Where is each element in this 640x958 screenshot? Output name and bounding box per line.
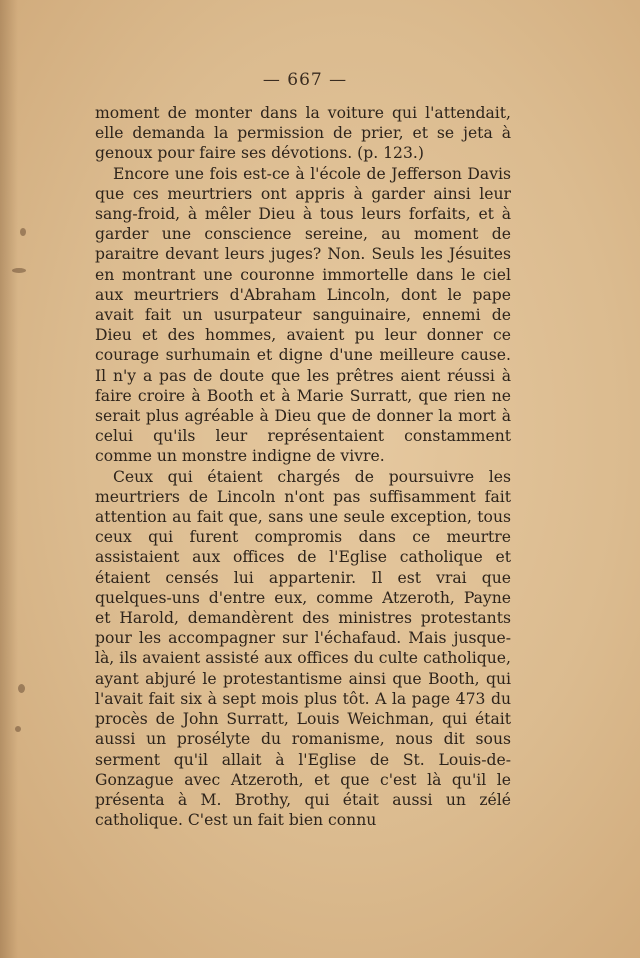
binding-shadow — [0, 0, 18, 958]
foxing-spot — [12, 268, 26, 273]
paragraph-2: Encore une fois est-ce à l'école de Jefferson Davis que ces meurtriers ont appris à garder ainsi leur sang-froid, à mêler Dieu à tous leurs forfaits, et à garder une conscience sereine, au moment de paraitre devant leurs juges? Non. Seuls les Jésuites en montrant une couronne immortelle dans le ciel aux meurtriers d'Abraham Lincoln, dont le pape avait fait un usurpateur sanguinaire, ennemi de Dieu et des hommes, avaient pu leur donner ce courage surhumain et digne d'une meilleure cause. Il n'y a pas de doute que les prêtres aient réussi à faire croire à Booth et à Marie Surratt, que rien ne serait plus agréable à Dieu que de donner la mort à celui qu'ils leur représentaient constamment comme un monstre indigne de vivre. — [95, 164, 511, 466]
foxing-spot — [15, 726, 21, 732]
foxing-spot — [20, 228, 26, 236]
page-number: — 667 — — [262, 70, 348, 90]
paragraph-3: Ceux qui étaient chargés de poursuivre les meurtriers de Lincoln n'ont pas suffisamment fait attention au fait que, sans une seule exception, tous ceux qui furent compromis dans ce meurtre assistaient aux offices de l'Eglise catholique et étaient censés lui appartenir. Il est vrai que quelques-uns d'entre eux, comme Atzeroth, Payne et Harold, demandèrent des ministres protestants pour les accompagner sur l'échafaud. Mais jusque-là, ils avaient assisté aux offices du culte catholique, ayant abjuré le protestantisme ainsi que Booth, qui l'avait fait six à sept mois plus tôt. A la page 473 du procès de John Surratt, Louis Weichman, qui était aussi un prosélyte du romanisme, nous dit sous serment qu'il allait à l'Eglise de St. Louis-de-Gonzague avec Atzeroth, et que c'est là qu'il le présenta à M. Brothy, qui était aussi un zélé catholique. C'est un fait bien connu — [95, 467, 511, 830]
body-text — [95, 103, 511, 830]
paragraph-1: moment de monter dans la voiture qui l'attendait, elle demanda la permission de prier, et se jeta à genoux pour faire ses dévotions. (p. 123.) — [95, 104, 511, 163]
foxing-spot — [18, 684, 25, 693]
